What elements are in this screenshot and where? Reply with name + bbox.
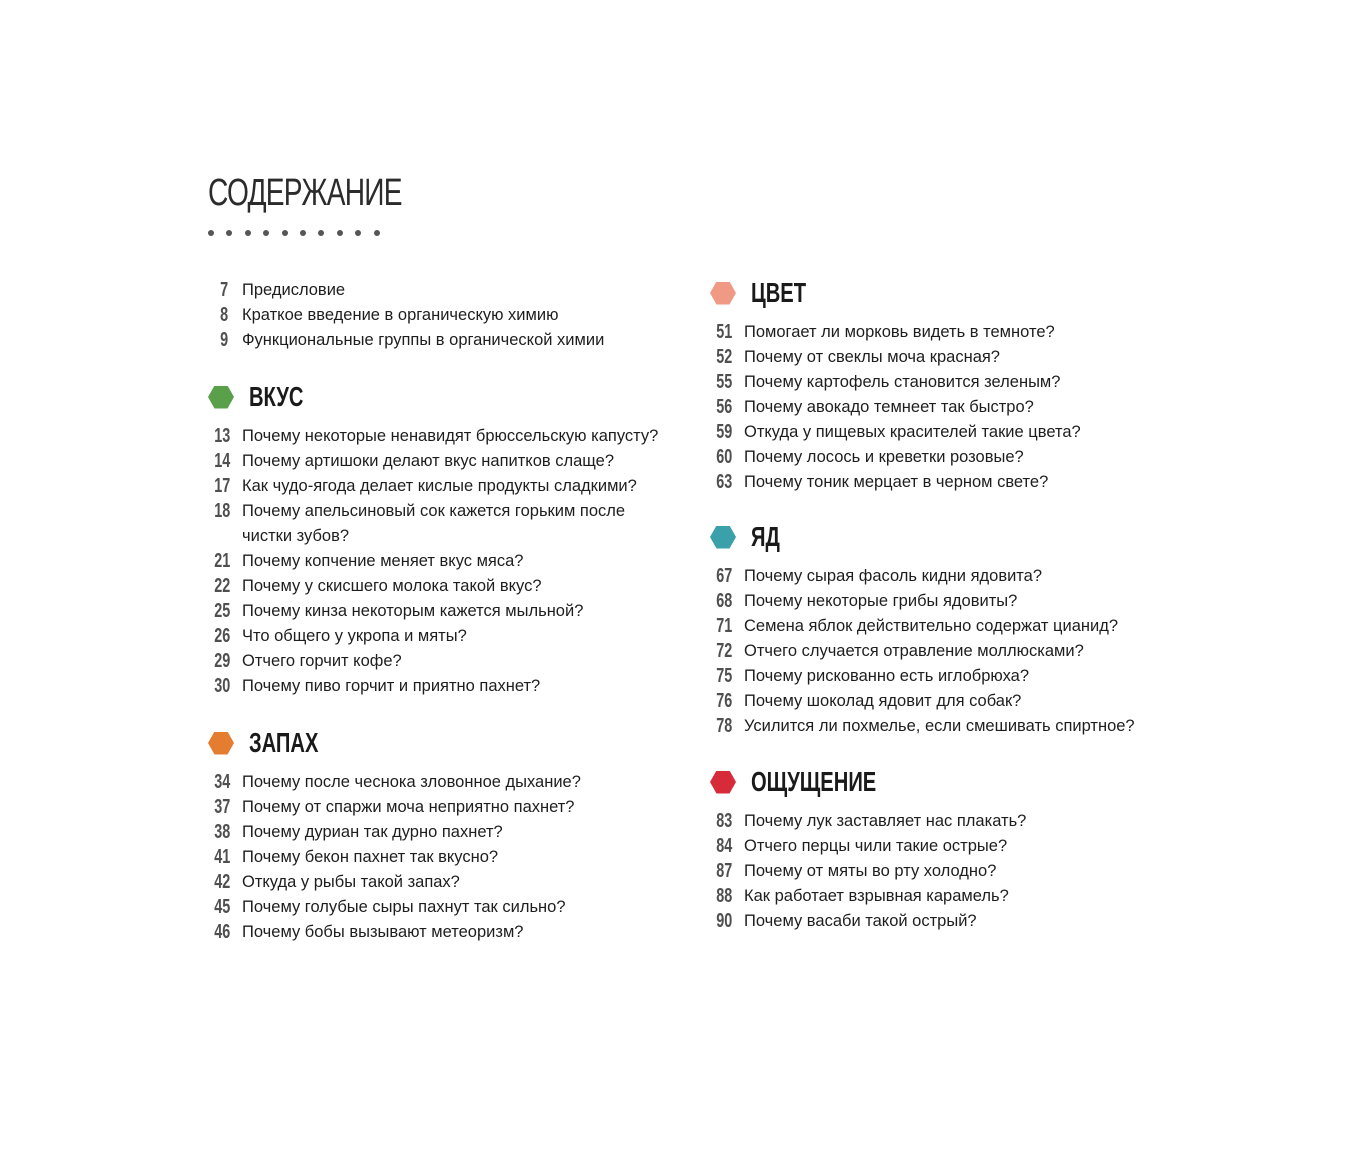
page-number-text: 46	[214, 921, 231, 943]
toc-entry[interactable]	[710, 859, 1180, 884]
entry-title: Почему рискованно есть иглобрюха?	[744, 667, 1030, 685]
page-number	[208, 870, 231, 895]
section-yad	[710, 522, 1180, 739]
entry-title: Почему у скисшего молока такой вкус?	[242, 577, 542, 595]
page-number	[208, 424, 231, 449]
page-number	[710, 470, 733, 495]
hexagon-icon	[208, 732, 234, 755]
page-number	[710, 884, 733, 909]
page-number	[710, 370, 733, 395]
page-number	[710, 564, 733, 589]
page-title: СОДЕРЖАНИЕ	[208, 172, 402, 214]
section-heading	[208, 382, 678, 412]
toc-entry[interactable]	[710, 809, 1180, 834]
page-number	[208, 449, 231, 474]
page-number-text: 83	[716, 810, 733, 832]
toc-entry[interactable]	[208, 624, 678, 649]
hexagon-icon	[710, 526, 736, 549]
page-number	[208, 920, 231, 945]
entry-title: Почему лук заставляет нас плакать?	[744, 812, 1027, 830]
page-number	[710, 589, 733, 614]
toc-entry[interactable]	[208, 449, 678, 474]
entry-title: Почему сырая фасоль кидни ядовита?	[744, 567, 1043, 585]
toc-entry[interactable]	[710, 470, 1180, 495]
page-number-text: 9	[219, 329, 228, 351]
toc-entry[interactable]	[710, 689, 1180, 714]
toc-entry[interactable]	[710, 564, 1180, 589]
entry-title: Что общего у укропа и мяты?	[242, 627, 467, 645]
entry-title: Почему картофель становится зеленым?	[744, 373, 1061, 391]
page-number	[208, 278, 228, 303]
toc-entry[interactable]	[208, 549, 678, 574]
toc-entry[interactable]	[208, 820, 678, 845]
page-number-text: 90	[716, 910, 733, 932]
toc-entry[interactable]	[710, 395, 1180, 420]
divider-dot	[355, 230, 361, 236]
entry-title: Функциональные группы в органической химии	[242, 331, 605, 349]
section-title: ВКУС	[249, 381, 304, 412]
toc-entry[interactable]	[208, 424, 678, 449]
section-title: ЦВЕТ	[751, 277, 807, 308]
divider-dot	[245, 230, 251, 236]
toc-entry[interactable]	[208, 920, 678, 945]
page-number-text: 63	[716, 471, 733, 493]
page-number	[208, 328, 228, 353]
hexagon-icon	[710, 771, 736, 794]
toc-entry[interactable]	[710, 420, 1180, 445]
page-number-text: 21	[214, 550, 231, 572]
page-number-text: 45	[214, 896, 231, 918]
entry-title: Почему некоторые грибы ядовиты?	[744, 592, 1018, 610]
entry-title: Предисловие	[242, 281, 346, 299]
entry-title: Отчего горчит кофе?	[242, 652, 402, 670]
entry-title: Откуда у пищевых красителей такие цвета?	[744, 423, 1081, 441]
page-number-text: 14	[214, 450, 231, 472]
divider-dot	[282, 230, 288, 236]
page-number	[208, 674, 231, 699]
section-vkus	[208, 382, 678, 699]
entry-title: Почему тоник мерцает в черном свете?	[744, 473, 1049, 491]
toc-entry[interactable]	[710, 884, 1180, 909]
page-number	[710, 614, 733, 639]
entry-title: Почему шоколад ядовит для собак?	[744, 692, 1022, 710]
page-number	[208, 649, 231, 674]
section-title: ОЩУЩЕНИЕ	[751, 766, 877, 797]
entry-title: Почему копчение меняет вкус мяса?	[242, 552, 524, 570]
toc-entry[interactable]	[710, 370, 1180, 395]
title-dots-divider	[208, 230, 380, 236]
toc-entry[interactable]	[208, 649, 678, 674]
page-number	[208, 499, 231, 524]
entry-title: Почему апельсиновый сок кажется горьким после чистки зубов?	[242, 502, 626, 545]
entry-title: Почему некоторые ненавидят брюссельскую капусту?	[242, 427, 659, 445]
toc-entry[interactable]	[208, 845, 678, 870]
page-number-text: 56	[716, 396, 733, 418]
page-number	[208, 845, 231, 870]
page-number-text: 13	[214, 425, 231, 447]
page-number-text: 75	[716, 665, 733, 687]
page-number	[710, 834, 733, 859]
page-number-text: 18	[214, 500, 231, 522]
page-number	[208, 820, 231, 845]
page-number-text: 78	[716, 715, 733, 737]
page-number-text: 71	[716, 615, 733, 637]
entry-title: Как работает взрывная карамель?	[744, 887, 1009, 905]
page-number-text: 52	[716, 346, 733, 368]
page-number	[710, 664, 733, 689]
page-number-text: 38	[214, 821, 231, 843]
page-number	[710, 420, 733, 445]
section-title: ЯД	[751, 521, 780, 552]
toc-entry[interactable]	[208, 599, 678, 624]
page-number	[208, 474, 231, 499]
page-number-text: 8	[219, 304, 228, 326]
entry-title: Усилится ли похмелье, если смешивать спиртное?	[744, 717, 1135, 735]
page-number	[710, 809, 733, 834]
toc-entry[interactable]	[710, 714, 1180, 739]
divider-dot	[226, 230, 232, 236]
section-heading	[208, 728, 678, 758]
toc-entry[interactable]	[208, 474, 678, 499]
page-number	[710, 909, 733, 934]
toc-entry[interactable]	[710, 345, 1180, 370]
section-cvet	[710, 278, 1180, 495]
page-number-text: 30	[214, 675, 231, 697]
divider-dot	[263, 230, 269, 236]
page-number-text: 37	[214, 796, 231, 818]
page-number-text: 41	[214, 846, 231, 868]
section-heading	[710, 522, 1180, 552]
page-number	[208, 624, 231, 649]
page-number	[710, 689, 733, 714]
page-number	[710, 714, 733, 739]
entry-title: Почему лосось и креветки розовые?	[744, 448, 1024, 466]
toc-entry[interactable]	[710, 589, 1180, 614]
page-number-text: 88	[716, 885, 733, 907]
toc-entry[interactable]	[208, 303, 678, 328]
page-number-text: 72	[716, 640, 733, 662]
entry-title: Почему от свеклы моча красная?	[744, 348, 1000, 366]
toc-entry[interactable]	[208, 278, 678, 303]
page-number-text: 67	[716, 565, 733, 587]
divider-dot	[374, 230, 380, 236]
toc-entry[interactable]	[710, 909, 1180, 934]
section-oshushenie	[710, 767, 1180, 934]
toc-entry[interactable]	[208, 770, 678, 795]
page-number	[710, 320, 733, 345]
entry-title: Почему после чеснока зловонное дыхание?	[242, 773, 581, 791]
toc-left-column	[208, 278, 678, 945]
entry-title: Почему от спаржи моча неприятно пахнет?	[242, 798, 575, 816]
toc-entry[interactable]	[208, 870, 678, 895]
entry-title: Почему пиво горчит и приятно пахнет?	[242, 677, 541, 695]
toc-entry[interactable]	[208, 328, 678, 353]
divider-dot	[300, 230, 306, 236]
page-number	[208, 895, 231, 920]
divider-dot	[208, 230, 214, 236]
toc-entry[interactable]	[710, 834, 1180, 859]
entry-title: Семена яблок действительно содержат цианид?	[744, 617, 1119, 635]
page-number-text: 68	[716, 590, 733, 612]
page-number-text: 34	[214, 771, 231, 793]
page-number-text: 84	[716, 835, 733, 857]
page-number-text: 51	[716, 321, 733, 343]
toc-entry[interactable]	[208, 574, 678, 599]
page-number-text: 42	[214, 871, 231, 893]
entry-title: Почему дуриан так дурно пахнет?	[242, 823, 503, 841]
entry-title: Почему от мяты во рту холодно?	[744, 862, 997, 880]
entry-title: Откуда у рыбы такой запах?	[242, 873, 460, 891]
page-number	[208, 549, 231, 574]
toc-entry[interactable]	[208, 795, 678, 820]
entry-title: Краткое введение в органическую химию	[242, 306, 559, 324]
toc-entry[interactable]	[710, 445, 1180, 470]
toc-entry[interactable]	[710, 639, 1180, 664]
page-number	[710, 639, 733, 664]
page-number-text: 60	[716, 446, 733, 468]
entry-title: Отчего случается отравление моллюсками?	[744, 642, 1084, 660]
entry-title: Почему авокадо темнеет так быстро?	[744, 398, 1034, 416]
page-number-text: 76	[716, 690, 733, 712]
entry-title: Почему бобы вызывают метеоризм?	[242, 923, 524, 941]
hexagon-icon	[710, 282, 736, 305]
page-number	[710, 345, 733, 370]
page-number-text: 29	[214, 650, 231, 672]
entry-title: Почему бекон пахнет так вкусно?	[242, 848, 499, 866]
toc-entry[interactable]	[208, 674, 678, 699]
divider-dot	[318, 230, 324, 236]
entry-title: Как чудо-ягода делает кислые продукты сладкими?	[242, 477, 637, 495]
section-heading	[710, 767, 1180, 797]
page-number	[208, 574, 231, 599]
page-number	[710, 395, 733, 420]
divider-dot	[337, 230, 343, 236]
page-number	[710, 445, 733, 470]
page-number-text: 17	[214, 475, 231, 497]
page-number-text: 7	[219, 279, 228, 301]
toc-entry[interactable]	[710, 664, 1180, 689]
entry-title: Почему кинза некоторым кажется мыльной?	[242, 602, 584, 620]
toc-right-column	[710, 278, 1180, 934]
entry-title: Отчего перцы чили такие острые?	[744, 837, 1008, 855]
toc-entry[interactable]	[710, 320, 1180, 345]
page-number	[208, 770, 231, 795]
entry-title: Почему васаби такой острый?	[744, 912, 977, 930]
page-number	[208, 303, 228, 328]
page-number-text: 22	[214, 575, 231, 597]
page-number-text: 59	[716, 421, 733, 443]
toc-intro-list	[208, 278, 678, 353]
toc-entry[interactable]	[208, 895, 678, 920]
section-zapah	[208, 728, 678, 945]
page-number-text: 25	[214, 600, 231, 622]
entry-title: Помогает ли морковь видеть в темноте?	[744, 323, 1055, 341]
page-number	[208, 795, 231, 820]
toc-entry[interactable]	[710, 614, 1180, 639]
section-heading	[710, 278, 1180, 308]
hexagon-icon	[208, 386, 234, 409]
toc-entry[interactable]	[208, 499, 678, 549]
section-title: ЗАПАХ	[249, 727, 319, 758]
page-number-text: 55	[716, 371, 733, 393]
page-number	[208, 599, 231, 624]
page-number	[710, 859, 733, 884]
entry-title: Почему артишоки делают вкус напитков слаще?	[242, 452, 615, 470]
page-number-text: 26	[214, 625, 231, 647]
page-number-text: 87	[716, 860, 733, 882]
entry-title: Почему голубые сыры пахнут так сильно?	[242, 898, 566, 916]
